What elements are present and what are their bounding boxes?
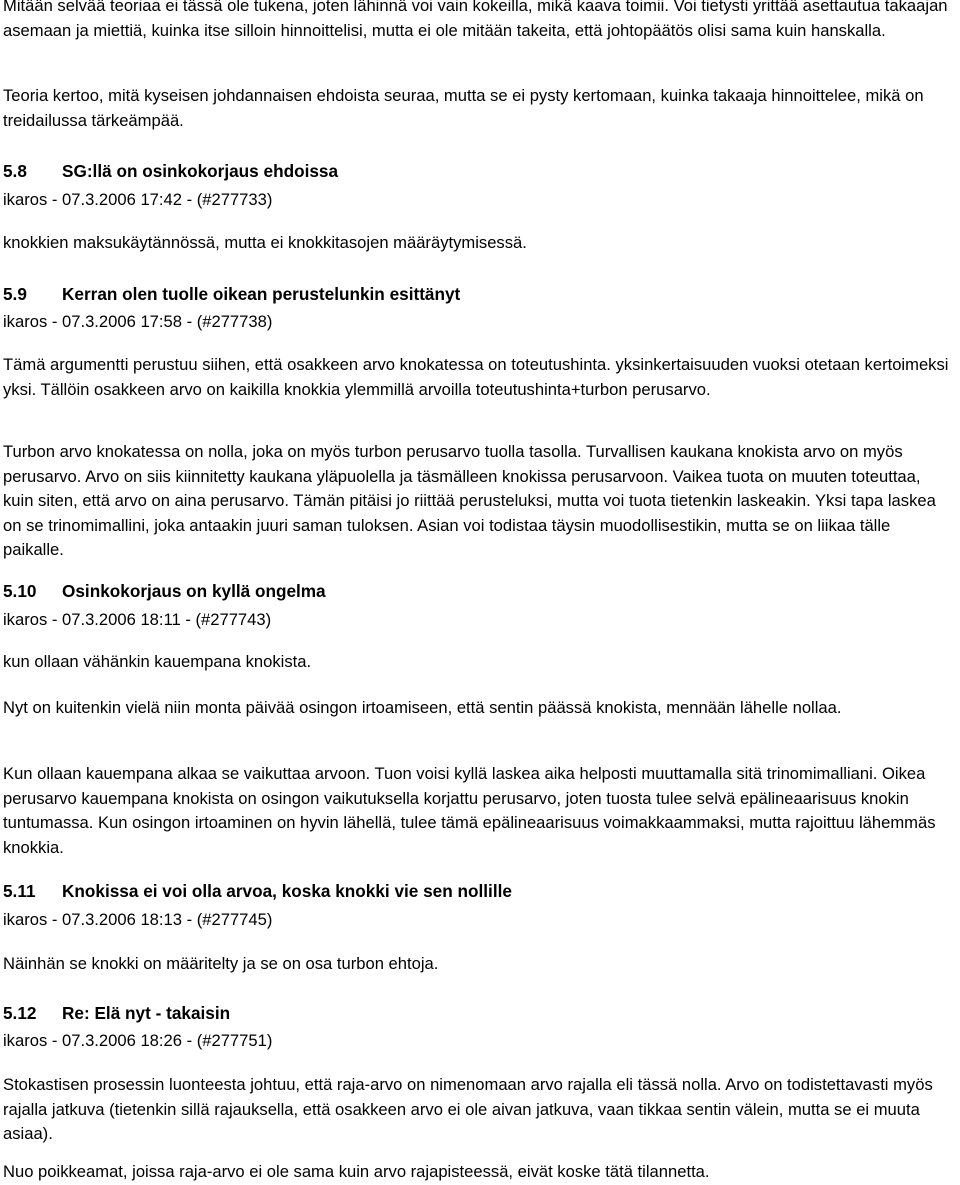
post-paragraph: Tämä argumentti perustuu siihen, että osakkeen arvo knokatessa on toteutushinta. yksinkertaisuuden vuoksi otetaan kertoimeksi yksi. Tällöin osakkeen arvo on kaikilla knokkia ylemmillä arvoilla toteutushinta+turbon perusarvo. <box>3 355 949 399</box>
post-paragraph: knokkien maksukäytännössä, mutta ei knokkitasojen määräytymisessä. <box>3 233 527 252</box>
section-number: 5.8 <box>3 161 27 181</box>
intro-paragraph: Teoria kertoo, mitä kyseisen johdannaisen ehdoista seuraa, mutta se ei pysty kertomaan, kuinka takaaja hinnoittelee, mikä on treidailussa tärkeämpää. <box>3 86 924 130</box>
section-title: Re: Elä nyt - takaisin <box>62 1003 231 1023</box>
post-paragraph: Turbon arvo knokatessa on nolla, joka on myös turbon perusarvo tuolla tasolla. Turvallisen kaukana knokista arvo on myös perusarvo. Arvo on siis kiinnitetty kaukana yläpuolella ja täsmälleen knokissa perusarvoon. Vaikea tuota on muuten toteuttaa, kuin siten, että arvo on aina perusarvo. Tämän pitäisi jo riittää perusteluksi, mutta voi tuota tietenkin laskeakin. Yksi tapa laskea on se trinomimallini, joka antaakin juuri saman tuloksen. Asian voi todistaa täysin muodollisestikin, mutta se on liikaa tälle paikalle. <box>3 442 936 560</box>
section-heading <box>3 159 949 184</box>
post-meta: ikaros - 07.3.2006 18:11 - (#277743) <box>3 610 272 629</box>
post-paragraph: kun ollaan vähänkin kauempana knokista. <box>3 652 312 671</box>
post-meta: ikaros - 07.3.2006 17:58 - (#277738) <box>3 312 273 331</box>
section-number: 5.12 <box>3 1003 37 1023</box>
intro-paragraph: Mitään selvää teoriaa ei tässä ole tukena, joten lähinnä voi vain kokeilla, mikä kaava toimii. Voi tietysti yrittää asettautua takaajan asemaan ja miettiä, kuinka itse silloin hinnoittelisi, mutta ei ole mitään takeita, että johtopäätös olisi sama kuin hanskalla. <box>3 0 948 40</box>
post-meta: ikaros - 07.3.2006 18:13 - (#277745) <box>3 910 273 929</box>
section-number: 5.11 <box>3 881 36 901</box>
section-number: 5.9 <box>3 284 27 304</box>
post-meta: ikaros - 07.3.2006 17:42 - (#277733) <box>3 190 273 209</box>
post-meta: ikaros - 07.3.2006 18:26 - (#277751) <box>3 1031 273 1050</box>
post-paragraph: Nyt on kuitenkin vielä niin monta päivää osingon irtoamiseen, että sentin päässä knokista, mennään lähelle nollaa. <box>3 698 842 717</box>
section-heading <box>3 579 949 604</box>
section-title: Osinkokorjaus on kyllä ongelma <box>62 581 326 601</box>
post-paragraph: Nuo poikkeamat, joissa raja-arvo ei ole sama kuin arvo rajapisteessä, eivät koske tätä tilannetta. <box>3 1162 710 1181</box>
post-paragraph: Stokastisen prosessin luonteesta johtuu, että raja-arvo on nimenomaan arvo rajalla eli tässä nolla. Arvo on todistettavasti myös rajalla jatkuva (tietenkin sillä rajauksella, että osakkeen arvo ei ole aivan jatkuva, vaan tikkaa sentin välein, mutta se ei muuta asiaa). <box>3 1075 933 1144</box>
section-title: SG:llä on osinkokorjaus ehdoissa <box>62 161 339 181</box>
section-heading <box>3 1001 949 1026</box>
section-number: 5.10 <box>3 581 37 601</box>
section-heading <box>3 282 949 307</box>
section-heading <box>3 879 949 904</box>
post-paragraph: Näinhän se knokki on määritelty ja se on osa turbon ehtoja. <box>3 954 439 973</box>
post-paragraph: Kun ollaan kauempana alkaa se vaikuttaa arvoon. Tuon voisi kyllä laskea aika helposti muuttamalla sitä trinomimalliani. Oikea perusarvo kauempana knokista on osingon vaikutuksella korjattu perusarvo, joten tuosta tulee selvä epälineaarisuus knokin tuntumassa. Kun osingon irtoaminen on hyvin lähellä, tulee tämä epälineaarisuus voimakkaammaksi, mutta rajoittuu lähemmäs knokkia. <box>3 764 936 857</box>
section-title: Knokissa ei voi olla arvoa, koska knokki vie sen nollille <box>62 881 512 901</box>
section-title: Kerran olen tuolle oikean perustelunkin esittänyt <box>62 284 461 304</box>
